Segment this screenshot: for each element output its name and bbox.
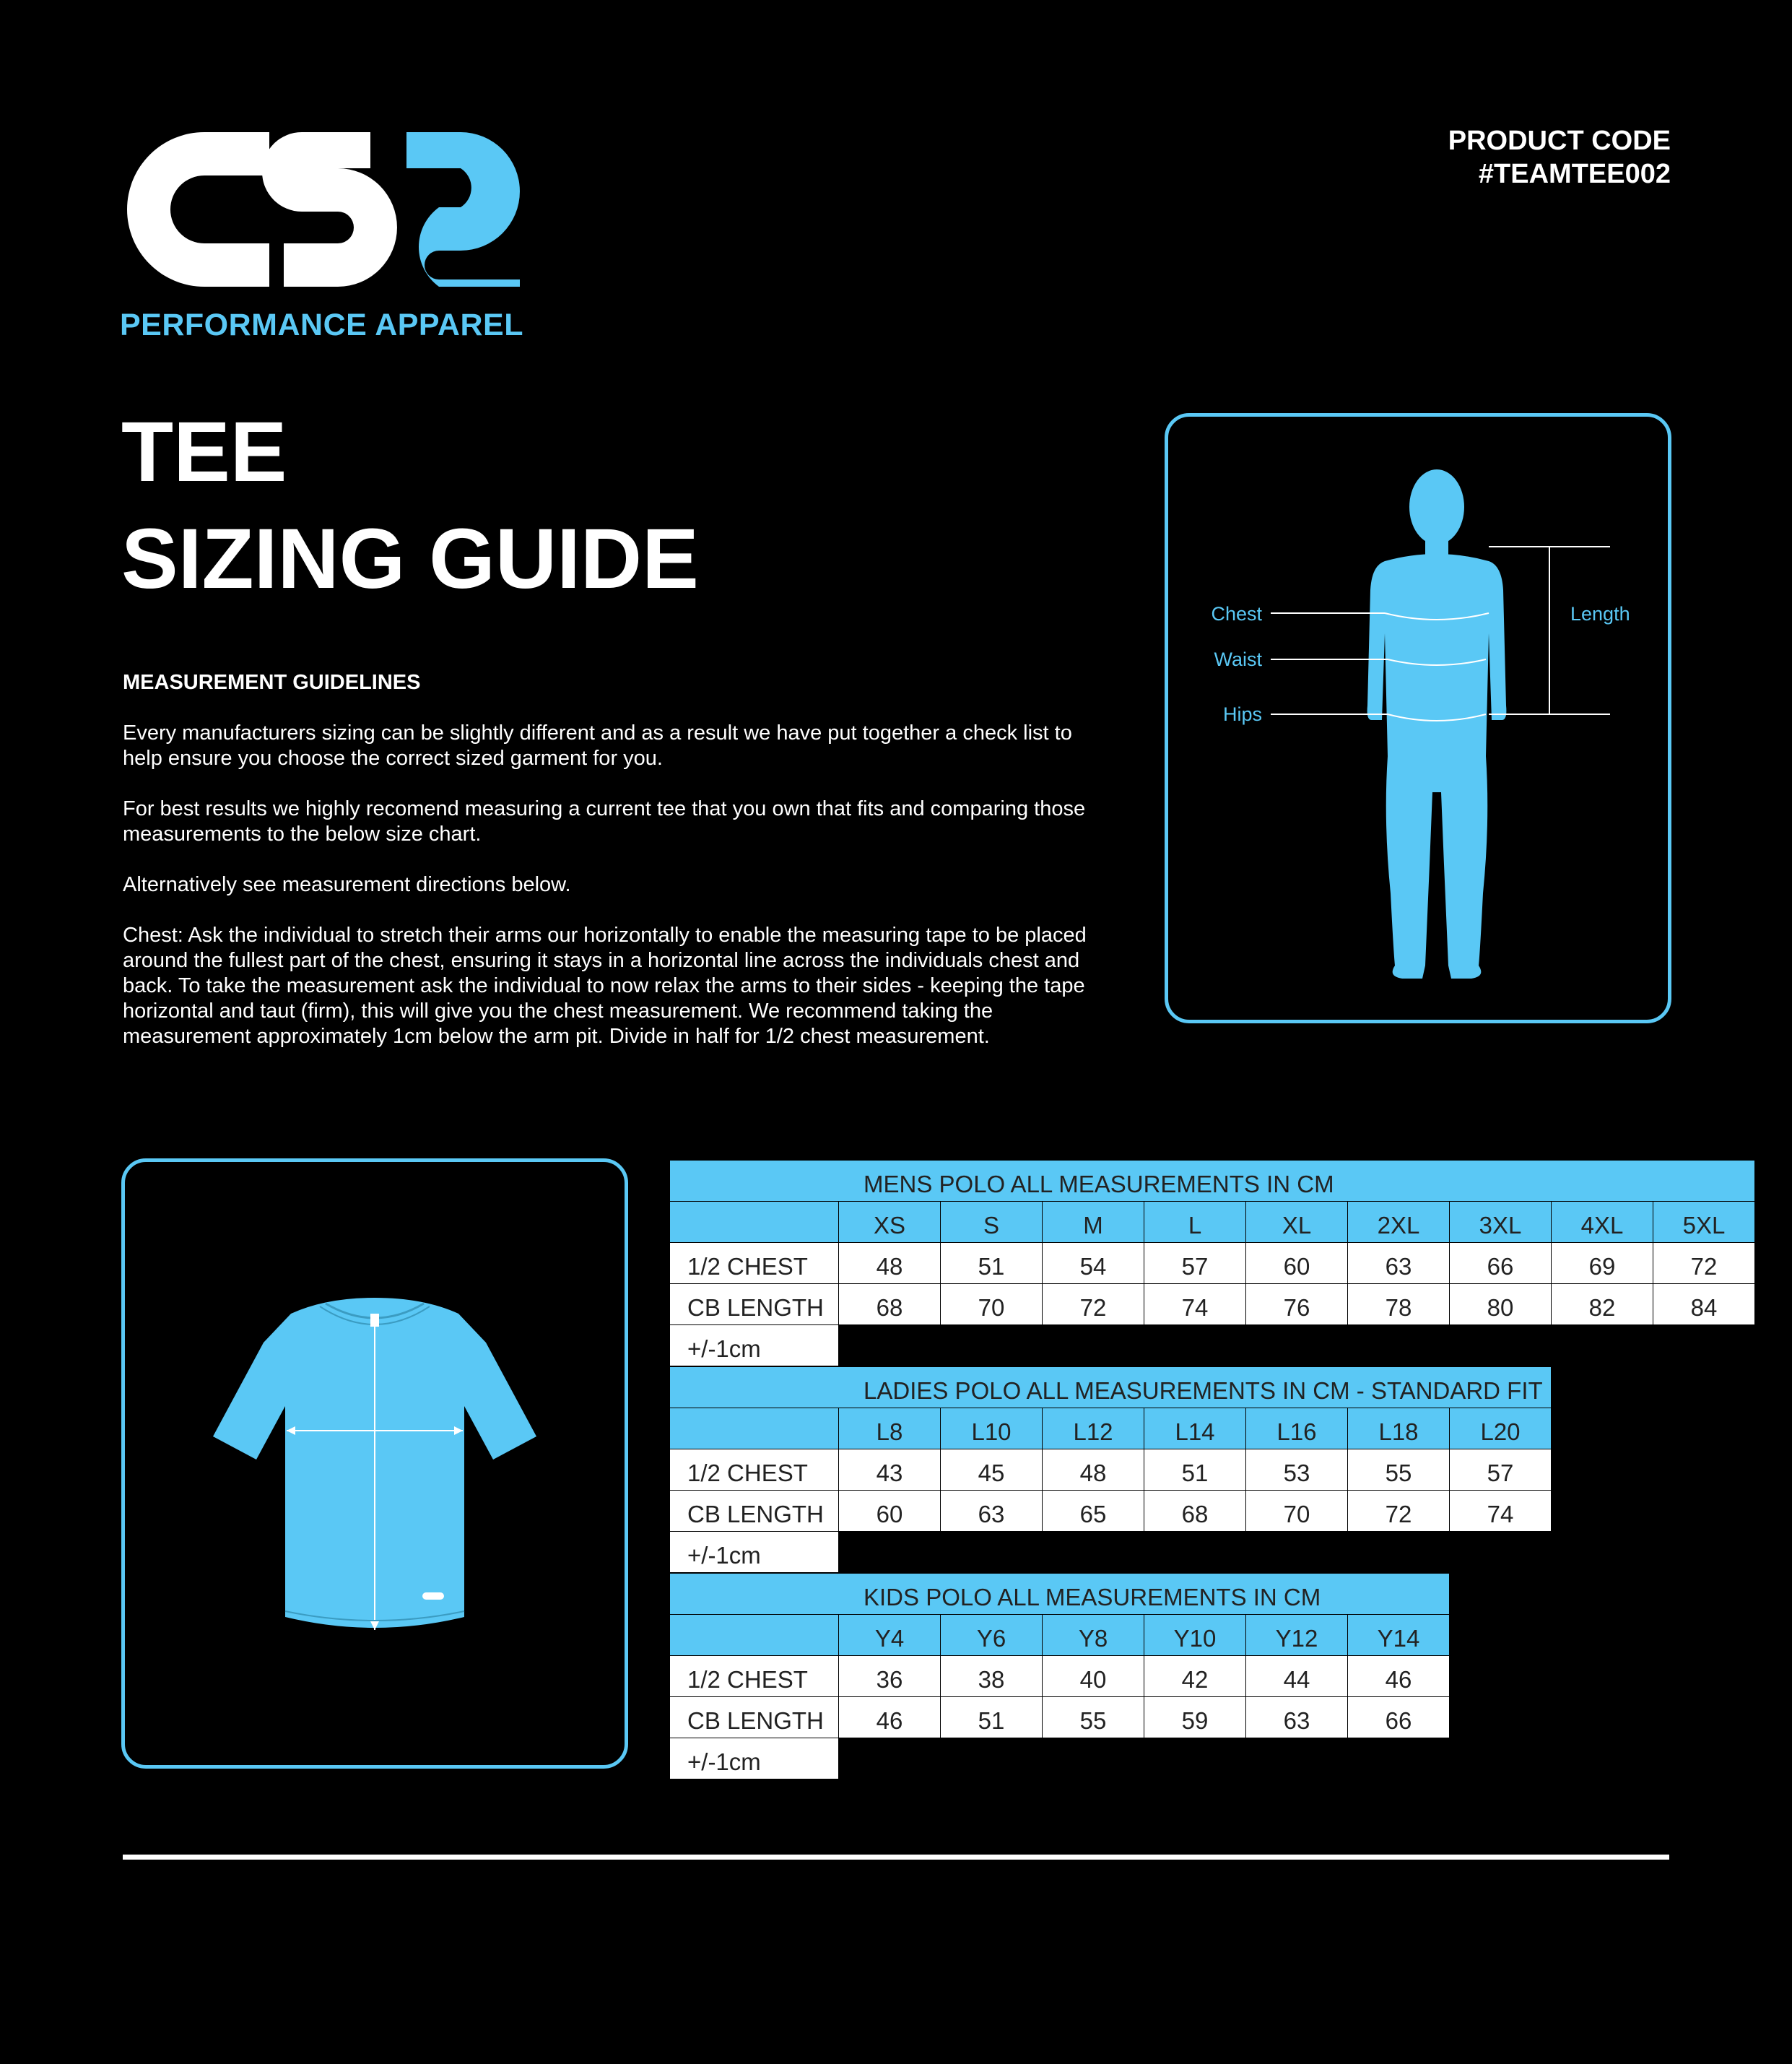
table-cell: 55 — [1043, 1697, 1144, 1738]
table-cell: 36 — [839, 1656, 941, 1697]
tee-diagram-panel — [121, 1158, 628, 1769]
mens-table-title: MENS POLO ALL MEASUREMENTS IN CM — [670, 1161, 1755, 1202]
table-cell: 57 — [1450, 1449, 1552, 1491]
size-header: 4XL — [1552, 1202, 1653, 1243]
page-title-line1: TEE — [121, 404, 287, 500]
table-cell: 53 — [1246, 1449, 1348, 1491]
table-cell: 68 — [839, 1284, 941, 1325]
row-label: 1/2 CHEST — [670, 1243, 839, 1284]
table-cell: 74 — [1450, 1491, 1552, 1532]
table-cell: 78 — [1348, 1284, 1450, 1325]
size-header: L10 — [941, 1408, 1043, 1449]
brand-logo — [121, 126, 526, 296]
table-cell: 48 — [839, 1243, 941, 1284]
size-header: L20 — [1450, 1408, 1552, 1449]
table-cell: 51 — [941, 1243, 1043, 1284]
size-header: L — [1144, 1202, 1246, 1243]
bottom-divider — [123, 1855, 1669, 1860]
size-header: 5XL — [1653, 1202, 1755, 1243]
table-cell: 57 — [1144, 1243, 1246, 1284]
size-header: Y4 — [839, 1615, 941, 1656]
waist-label: Waist — [1214, 649, 1262, 670]
table-cell: 46 — [1348, 1656, 1450, 1697]
table-cell: 70 — [941, 1284, 1043, 1325]
table-cell: 42 — [1144, 1656, 1246, 1697]
mens-size-table — [669, 1160, 1755, 1366]
row-label: CB LENGTH — [670, 1491, 839, 1532]
row-label: 1/2 CHEST — [670, 1449, 839, 1491]
size-header: XS — [839, 1202, 941, 1243]
table-cell: 68 — [1144, 1491, 1246, 1532]
table-cell: 44 — [1246, 1656, 1348, 1697]
table-cell: 63 — [1348, 1243, 1450, 1284]
size-header: S — [941, 1202, 1043, 1243]
size-header: L8 — [839, 1408, 941, 1449]
kids-size-table — [669, 1573, 1450, 1779]
table-row — [670, 1284, 1755, 1325]
kids-table-title: KIDS POLO ALL MEASUREMENTS IN CM — [670, 1574, 1450, 1615]
chest-label: Chest — [1211, 603, 1262, 625]
size-header: Y6 — [941, 1615, 1043, 1656]
table-row — [670, 1243, 1755, 1284]
row-label: CB LENGTH — [670, 1284, 839, 1325]
table-cell: 82 — [1552, 1284, 1653, 1325]
page-title — [121, 399, 699, 612]
guidelines-paragraph: For best results we highly recomend measuring a current tee that you own that fits and comparing those measurements to the below size chart. — [123, 797, 1086, 846]
table-cell: 63 — [1246, 1697, 1348, 1738]
table-row — [670, 1656, 1450, 1697]
table-cell: 51 — [941, 1697, 1043, 1738]
table-cell: 59 — [1144, 1697, 1246, 1738]
product-code-label: PRODUCT CODE — [1448, 126, 1671, 156]
table-cell: 65 — [1043, 1491, 1144, 1532]
table-row — [670, 1449, 1552, 1491]
row-label: CB LENGTH — [670, 1697, 839, 1738]
table-cell: 40 — [1043, 1656, 1144, 1697]
product-code — [1448, 124, 1671, 191]
table-cell: 72 — [1653, 1243, 1755, 1284]
size-header: L16 — [1246, 1408, 1348, 1449]
ladies-size-table — [669, 1366, 1552, 1573]
guidelines-paragraph: Every manufacturers sizing can be slightly different and as a result we have put together a check list to help ensure you choose the correct sized garment for you. — [123, 721, 1072, 770]
table-cell: 43 — [839, 1449, 941, 1491]
size-header: M — [1043, 1202, 1144, 1243]
table-cell: 69 — [1552, 1243, 1653, 1284]
os2-logo-mark — [121, 126, 526, 292]
guidelines-paragraph: Alternatively see measurement directions below. — [123, 873, 571, 896]
table-cell: 74 — [1144, 1284, 1246, 1325]
table-row — [670, 1491, 1552, 1532]
row-label: 1/2 CHEST — [670, 1656, 839, 1697]
guidelines-paragraph: Chest: Ask the individual to stretch their arms our horizontally to enable the measuring tape to be placed around the fullest part of the chest, ensuring it stays in a horizontal line across the individuals chest and back. To take the measurement ask the individual to now relax the arms to their sides - keeping the tape horizontal and taut (firm), this will give you the chest measurement. We recommend taking the measurement approximately 1cm below the arm pit. Divide in half for 1/2 chest measurement. — [123, 924, 1087, 1048]
table-cell: 55 — [1348, 1449, 1450, 1491]
tolerance-note: +/-1cm — [670, 1738, 839, 1779]
tshirt-icon — [125, 1162, 625, 1765]
size-header: Y12 — [1246, 1615, 1348, 1656]
size-header: L18 — [1348, 1408, 1450, 1449]
tolerance-note: +/-1cm — [670, 1532, 839, 1573]
ladies-table-title: LADIES POLO ALL MEASUREMENTS IN CM - STANDARD FIT — [670, 1367, 1552, 1408]
table-cell: 54 — [1043, 1243, 1144, 1284]
table-cell: 66 — [1450, 1243, 1552, 1284]
table-cell: 51 — [1144, 1449, 1246, 1491]
size-header: Y14 — [1348, 1615, 1450, 1656]
product-code-value: #TEAMTEE002 — [1478, 159, 1671, 189]
table-cell: 63 — [941, 1491, 1043, 1532]
body-diagram-panel — [1165, 413, 1671, 1023]
table-cell: 72 — [1043, 1284, 1144, 1325]
size-header: L12 — [1043, 1408, 1144, 1449]
table-cell: 60 — [839, 1491, 941, 1532]
sizing-tables — [669, 1160, 1755, 1779]
measurement-guidelines — [123, 670, 1105, 1075]
size-header: 3XL — [1450, 1202, 1552, 1243]
page-title-line2: SIZING GUIDE — [121, 511, 699, 607]
table-cell: 45 — [941, 1449, 1043, 1491]
table-cell: 76 — [1246, 1284, 1348, 1325]
size-header-blank — [670, 1615, 839, 1656]
size-header: Y8 — [1043, 1615, 1144, 1656]
guidelines-heading: MEASUREMENT GUIDELINES — [123, 671, 421, 694]
size-header: Y10 — [1144, 1615, 1246, 1656]
hips-label: Hips — [1222, 703, 1262, 725]
table-cell: 48 — [1043, 1449, 1144, 1491]
size-header-blank — [670, 1202, 839, 1243]
size-header-blank — [670, 1408, 839, 1449]
body-figure-icon — [1168, 417, 1668, 1020]
table-cell: 66 — [1348, 1697, 1450, 1738]
tolerance-note: +/-1cm — [670, 1325, 839, 1366]
table-row — [670, 1697, 1450, 1738]
table-cell: 80 — [1450, 1284, 1552, 1325]
table-cell: 84 — [1653, 1284, 1755, 1325]
table-cell: 72 — [1348, 1491, 1450, 1532]
table-cell: 60 — [1246, 1243, 1348, 1284]
table-cell: 70 — [1246, 1491, 1348, 1532]
length-label: Length — [1570, 603, 1630, 625]
brand-tagline: PERFORMANCE APPAREL — [120, 308, 523, 342]
size-header: 2XL — [1348, 1202, 1450, 1243]
table-cell: 46 — [839, 1697, 941, 1738]
size-header: L14 — [1144, 1408, 1246, 1449]
table-cell: 38 — [941, 1656, 1043, 1697]
size-header: XL — [1246, 1202, 1348, 1243]
